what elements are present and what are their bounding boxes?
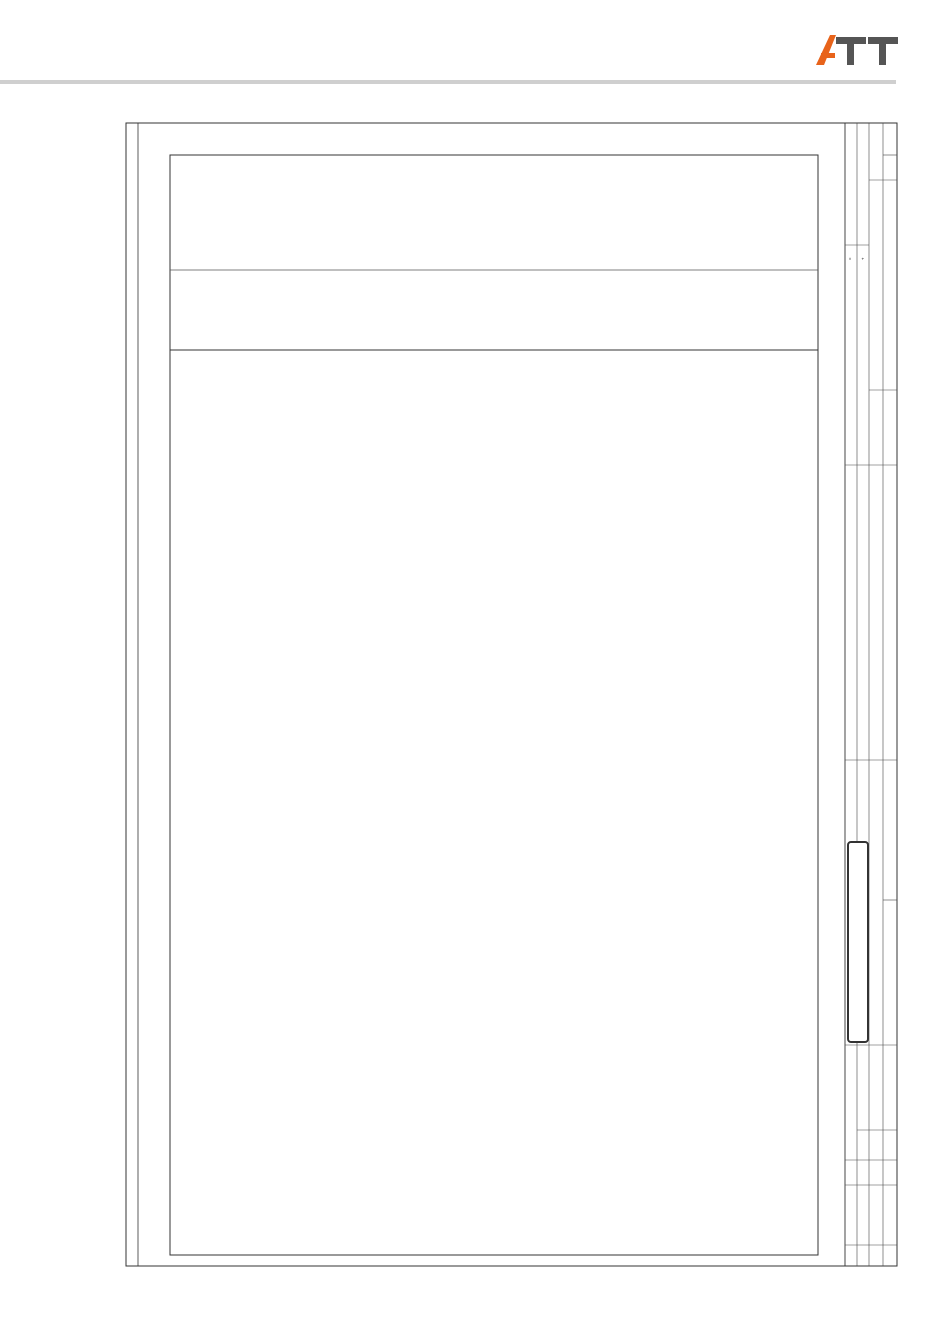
title-block	[845, 123, 897, 1266]
table-outline	[170, 155, 818, 1255]
company-logo	[848, 842, 868, 1042]
equals-marker: =	[847, 257, 852, 260]
plus-marker: +	[860, 257, 865, 260]
sheet-border	[126, 123, 897, 1266]
terminal-table	[170, 155, 818, 1255]
